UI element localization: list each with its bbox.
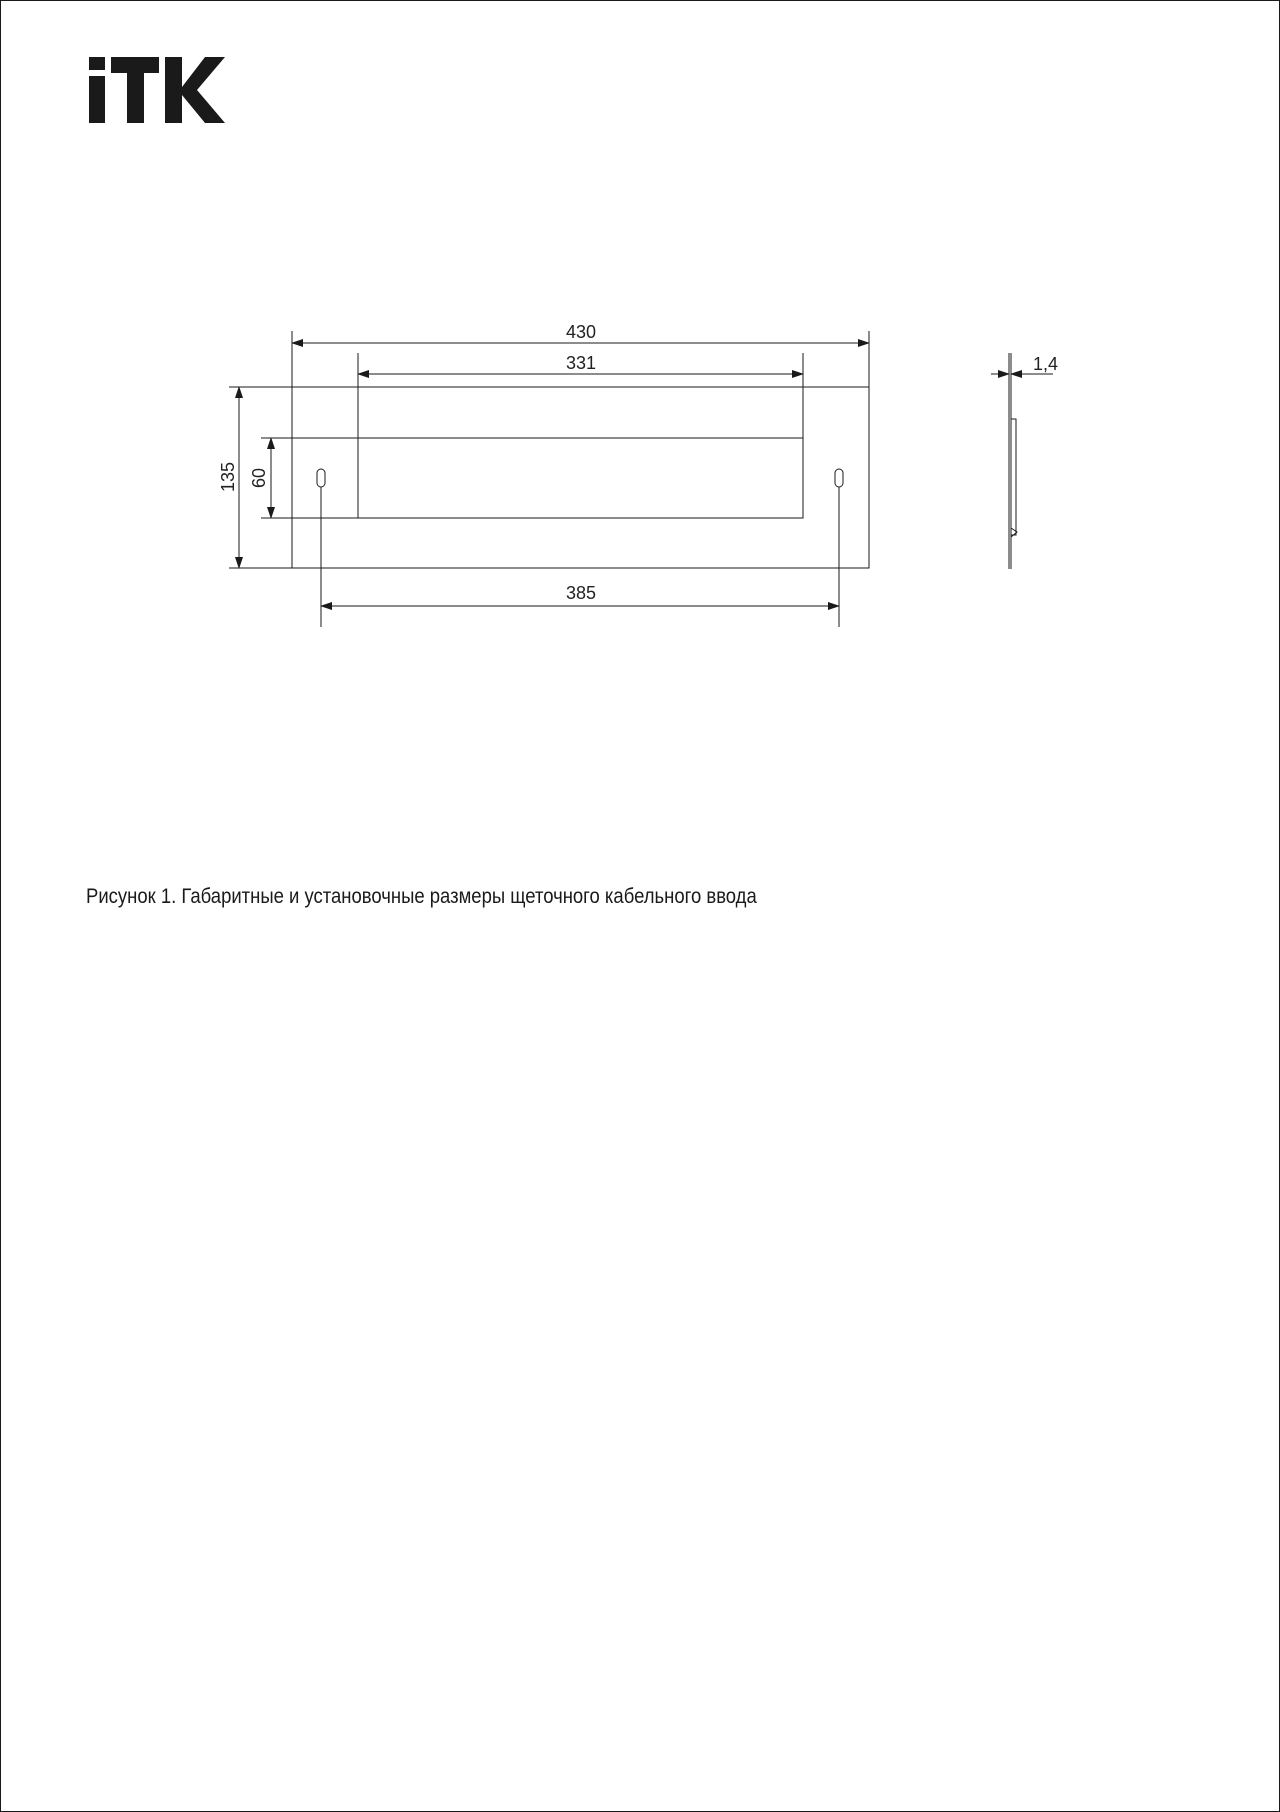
brush-opening — [358, 438, 803, 518]
dim-label-thickness: 1,4 — [1033, 354, 1059, 374]
plate-outline — [292, 387, 869, 568]
technical-drawing — [1, 1, 1280, 701]
mounting-slot-left — [317, 469, 325, 487]
side-view-brush — [1011, 419, 1016, 535]
figure-caption: Рисунок 1. Габаритные и установочные размеры щеточного кабельного ввода — [86, 885, 757, 908]
dim-label-385: 385 — [565, 583, 597, 603]
dim-label-430: 430 — [565, 322, 597, 342]
dim-label-331: 331 — [565, 353, 597, 373]
mounting-slot-right — [835, 469, 843, 487]
dim-label-135: 135 — [218, 461, 238, 493]
dim-label-60: 60 — [249, 467, 269, 489]
